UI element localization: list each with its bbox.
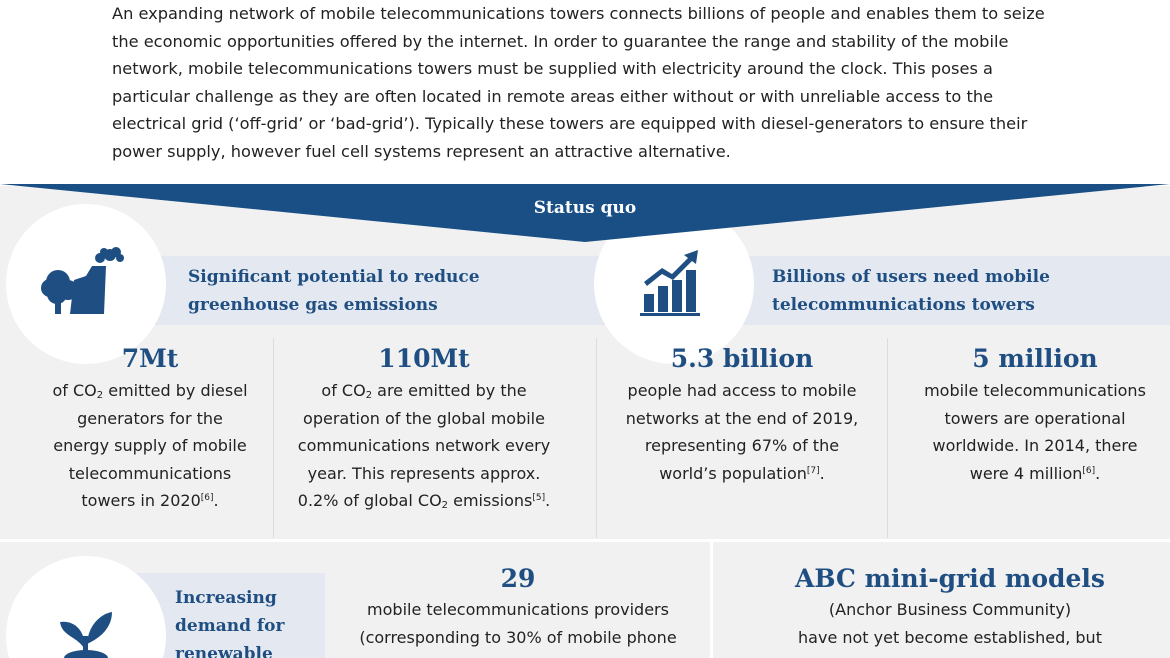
intro-line: network, mobile telecommunications towers must be supplied with electricity around the clock. This poses a: [112, 59, 993, 78]
row-divider: [0, 539, 1170, 542]
intro-paragraph: [112, 0, 1072, 165]
plant-sprout-icon: [56, 606, 116, 658]
bar-chart-growth-icon: [640, 246, 702, 318]
stat-value-7mt: 7Mt: [121, 344, 179, 373]
stat-value-5-3-billion: 5.3 billion: [670, 344, 814, 373]
stat-description: (Anchor Business Community) have not yet become established, but: [798, 600, 1102, 647]
stat-value-29: 29: [500, 564, 536, 593]
users-heading: Billions of users need mobile telecommunications towers: [772, 267, 1050, 315]
intro-line: An expanding network of mobile telecommunications towers connects billions of people and enables them to seize: [112, 4, 1045, 23]
intro-line: the economic opportunities offered by the internet. In order to guarantee the range and stability of the mobile: [112, 31, 1009, 51]
emissions-heading: Significant potential to reduce greenhouse gas emissions: [188, 267, 480, 315]
stat-description: of $CO_2$ are emitted by the operation of the global mobile communications network every year. This represents approx. 0.2% of global $CO_2$ emissions[5].: [297, 381, 551, 511]
intro-line: electrical grid (‘off-grid’ or ‘bad-grid’). Typically these towers are equipped with diesel-generators to ensure their: [112, 114, 1028, 133]
banner-title: Status quo: [533, 198, 637, 218]
intro-line: particular challenge as they are often located in remote areas either without or with unreliable access to the: [112, 86, 994, 106]
power-plant-tree-icon: [40, 244, 126, 316]
stat-value-abc-mini-grid: ABC mini-grid models: [794, 564, 1105, 593]
stat-description: mobile telecommunications providers (corresponding to 30% of mobile phone: [359, 600, 677, 647]
stat-description: mobile telecommunications towers are operational worldwide. In 2014, there were 4 million[6].: [924, 381, 1146, 483]
stat-value-110mt: 110Mt: [378, 344, 470, 373]
stat-description: people had access to mobile networks at the end of 2019, representing 67% of the world’s population[7].: [625, 381, 859, 483]
stat-value-5-million: 5 million: [972, 344, 1098, 373]
renewable-heading: Increasing demand for renewable: [175, 588, 285, 658]
stat-description: of $CO_2$ emitted by diesel generators for the energy supply of mobile telecommunications towers in 2020[6].: [52, 381, 248, 510]
intro-line: power supply, however fuel cell systems represent an attractive alternative.: [112, 141, 731, 161]
